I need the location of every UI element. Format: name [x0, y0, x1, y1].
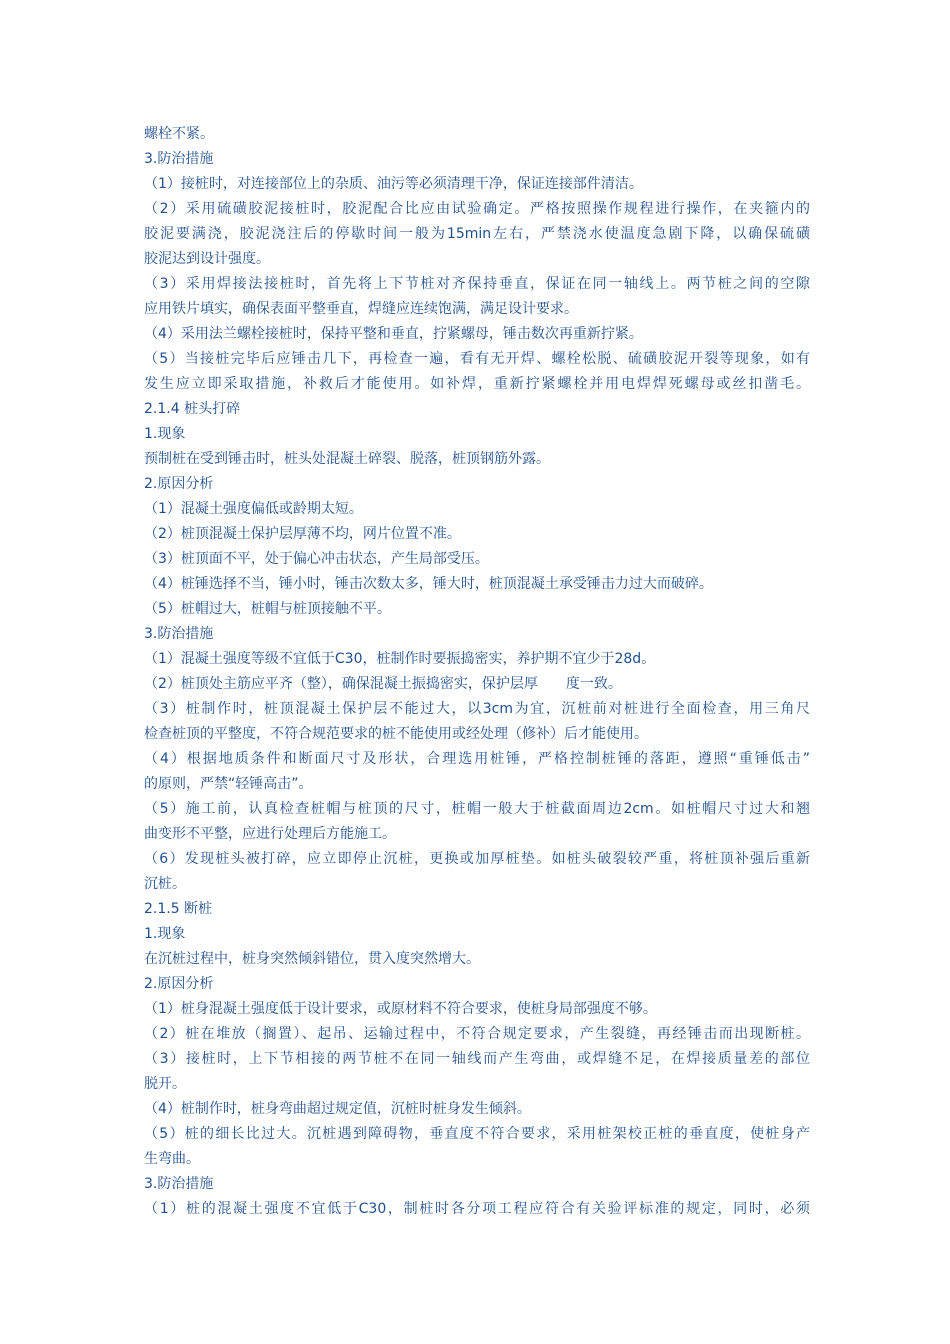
text-line: 发生应立即采取措施，补救后才能使用。如补焊，重新拧紧螺栓并用电焊焊死螺母或丝扣凿毛。 [144, 376, 810, 392]
text-line: 3.防治措施 [144, 151, 214, 167]
text-line: 曲变形不平整，应进行处理后方能施工。 [144, 826, 396, 842]
text-line: 脱开。 [144, 1076, 186, 1092]
text-line: 沉桩。 [144, 876, 186, 892]
text-line: （3）采用焊接法接桩时，首先将上下节桩对齐保持垂直，保证在同一轴线上。两节桩之间的空隙 [144, 276, 810, 292]
text-line: 3.防治措施 [144, 1176, 214, 1192]
text-line: 3.防治措施 [144, 626, 214, 642]
text-line: （6）发现桩头被打碎，应立即停止沉桩，更换或加厚桩垫。如桩头破裂较严重，将桩顶补强后重新 [144, 851, 810, 867]
document-body [144, 122, 810, 1222]
text-line: （5）施工前，认真检查桩帽与桩顶的尺寸，桩帽一般大于桩截面周边2cm。如桩帽尺寸过大和翘 [144, 801, 810, 817]
text-line: （2）桩顶处主筋应平齐（整），确保混凝土振捣密实，保护层厚 度一致。 [144, 676, 622, 692]
text-line: 的原则，严禁“轻锤高击”。 [144, 776, 313, 792]
text-line: 胶泥要满浇，胶泥浇注后的停歇时间一般为15min左右，严禁浇水使温度急剧下降，以确保硫磺 [144, 226, 810, 242]
text-line: 胶泥达到设计强度。 [144, 251, 270, 267]
text-line: 1.现象 [144, 926, 186, 942]
text-line: （3）桩制作时，桩顶混凝土保护层不能过大，以3cm为宜，沉桩前对桩进行全面检查，用三角尺 [144, 701, 810, 717]
text-line: （5）当接桩完毕后应锤击几下，再检查一遍，看有无开焊、螺栓松脱、硫磺胶泥开裂等现象，如有 [144, 351, 810, 367]
text-line: 螺栓不紧。 [144, 126, 214, 142]
text-line: （1）接桩时，对连接部位上的杂质、油污等必须清理干净，保证连接部件清洁。 [144, 176, 643, 192]
text-line: （2）桩在堆放（搁置）、起吊、运输过程中，不符合规定要求，产生裂缝，再经锤击而出现断桩。 [144, 1026, 810, 1042]
text-line: 1.现象 [144, 426, 186, 442]
text-line: （4）桩制作时，桩身弯曲超过规定值，沉桩时桩身发生倾斜。 [144, 1101, 531, 1117]
text-line: （3）接桩时，上下节相接的两节桩不在同一轴线而产生弯曲，或焊缝不足，在焊接质量差的部位 [144, 1051, 810, 1067]
text-line: 应用铁片填实，确保表面平整垂直，焊缝应连续饱满，满足设计要求。 [144, 301, 578, 317]
text-line: （4）根据地质条件和断面尺寸及形状，合理选用桩锤，严格控制桩锤的落距，遵照“重锤低击” [144, 751, 810, 767]
text-line: （5）桩的细长比过大。沉桩遇到障碍物，垂直度不符合要求，采用桩架校正桩的垂直度，使桩身产 [144, 1126, 810, 1142]
text-line: 2.1.5 断桩 [144, 901, 213, 917]
text-line: （4）桩锤选择不当，锤小时，锤击次数太多，锤大时，桩顶混凝土承受锤击力过大而破碎。 [144, 576, 713, 592]
text-line: （1）混凝土强度偏低或龄期太短。 [144, 501, 363, 517]
text-line: （3）桩顶面不平，处于偏心冲击状态，产生局部受压。 [144, 551, 489, 567]
text-line: （4）采用法兰螺栓接桩时，保持平整和垂直，拧紧螺母，锤击数次再重新拧紧。 [144, 326, 643, 342]
text-line: 2.原因分析 [144, 976, 214, 992]
text-line: （1）桩身混凝土强度低于设计要求，或原材料不符合要求，使桩身局部强度不够。 [144, 1001, 657, 1017]
text-line: （2）采用硫磺胶泥接桩时，胶泥配合比应由试验确定。严格按照操作规程进行操作，在夹箍内的 [144, 201, 810, 217]
text-line: 2.1.4 桩头打碎 [144, 401, 241, 417]
text-line: （2）桩顶混凝土保护层厚薄不均，网片位置不准。 [144, 526, 461, 542]
text-line: （1）混凝土强度等级不宜低于C30，桩制作时要振捣密实，养护期不宜少于28d。 [144, 651, 656, 667]
text-line: 生弯曲。 [144, 1151, 200, 1167]
text-line: 预制桩在受到锤击时，桩头处混凝土碎裂、脱落，桩顶钢筋外露。 [144, 451, 550, 467]
text-line: 检查桩顶的平整度，不符合规范要求的桩不能使用或经处理（修补）后才能使用。 [144, 726, 648, 742]
text-line: 2.原因分析 [144, 476, 214, 492]
text-line: （5）桩帽过大，桩帽与桩顶接触不平。 [144, 601, 391, 617]
text-line: 在沉桩过程中，桩身突然倾斜错位，贯入度突然增大。 [144, 951, 480, 967]
text-line: （1）桩的混凝土强度不宜低于C30，制桩时各分项工程应符合有关验评标准的规定，同时，必须 [144, 1201, 810, 1217]
